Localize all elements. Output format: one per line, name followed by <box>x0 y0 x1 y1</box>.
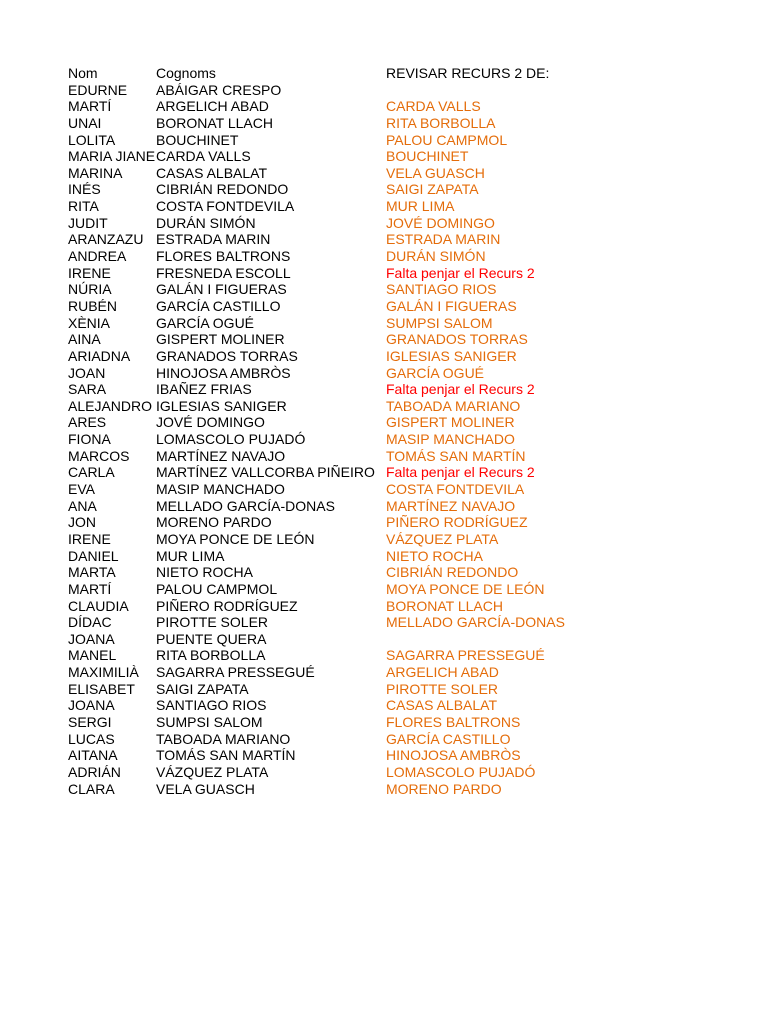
student-surnames: FRESNEDA ESCOLL <box>156 264 291 281</box>
student-surnames: SAIGI ZAPATA <box>156 680 249 697</box>
review-assignment: MASIP MANCHADO <box>386 431 515 448</box>
review-assignment: HINOJOSA AMBRÒS <box>386 747 521 764</box>
student-first-name: RUBÉN <box>68 297 118 314</box>
student-first-name: CARLA <box>68 464 115 481</box>
student-surnames: MORENO PARDO <box>156 514 272 531</box>
review-assignment: MELLADO GARCÍA-DONAS <box>386 614 565 631</box>
student-first-name: UNAI <box>68 114 102 131</box>
student-surnames: MUR LIMA <box>156 547 225 564</box>
review-assignment: MORENO PARDO <box>386 780 502 797</box>
student-surnames: MARTÍNEZ NAVAJO <box>156 447 286 464</box>
student-first-name: AINA <box>68 331 101 348</box>
review-assignment: MUR LIMA <box>386 198 455 215</box>
review-assignment: COSTA FONTDEVILA <box>386 481 525 498</box>
review-assignment: BORONAT LLACH <box>386 597 503 614</box>
header-revisar: REVISAR RECURS 2 DE: <box>386 65 550 81</box>
student-first-name: AITANA <box>68 747 118 764</box>
student-surnames: ARGELICH ABAD <box>156 98 269 115</box>
student-surnames: RITA BORBOLLA <box>156 647 266 664</box>
missing-resource-note: Falta penjar el Recurs 2 <box>386 264 535 281</box>
student-first-name: MAXIMILIÀ <box>68 664 139 681</box>
student-first-name: NÚRIA <box>68 281 112 298</box>
student-surnames: GRANADOS TORRAS <box>156 347 298 364</box>
review-assignment: SAIGI ZAPATA <box>386 181 479 198</box>
student-first-name: JOAN <box>68 364 106 381</box>
student-surnames: PIROTTE SOLER <box>156 614 269 631</box>
student-first-name: MARTA <box>68 564 116 581</box>
student-first-name: JOANA <box>68 630 115 647</box>
student-first-name: ELISABET <box>68 680 135 697</box>
student-surnames: GISPERT MOLINER <box>156 331 285 348</box>
student-first-name: JUDIT <box>68 214 108 231</box>
header-cognoms: Cognoms <box>156 65 216 81</box>
review-assignment: TOMÁS SAN MARTÍN <box>386 447 526 464</box>
missing-resource-note: Falta penjar el Recurs 2 <box>386 464 535 481</box>
student-first-name: ANA <box>68 497 97 514</box>
review-assignment: VELA GUASCH <box>386 164 485 181</box>
student-surnames: LOMASCOLO PUJADÓ <box>156 431 306 448</box>
review-assignment: PALOU CAMPMOL <box>386 131 508 148</box>
student-surnames: IBAÑEZ FRIAS <box>156 381 252 398</box>
review-assignment: CASAS ALBALAT <box>386 697 498 714</box>
review-assignment: GRANADOS TORRAS <box>386 331 528 348</box>
review-assignment: NIETO ROCHA <box>386 547 483 564</box>
review-assignment: PIÑERO RODRÍGUEZ <box>386 514 528 531</box>
review-assignment: IGLESIAS SANIGER <box>386 347 517 364</box>
student-surnames: CIBRIÁN REDONDO <box>156 181 289 198</box>
student-first-name: ANDREA <box>68 248 127 265</box>
student-surnames: GALÁN I FIGUERAS <box>156 281 287 298</box>
student-surnames: GARCÍA OGUÉ <box>156 314 255 331</box>
review-assignment: GARCÍA OGUÉ <box>386 364 485 381</box>
review-assignment: FLORES BALTRONS <box>386 713 521 730</box>
student-surnames: GARCÍA CASTILLO <box>156 297 281 314</box>
review-assignment: CIBRIÁN REDONDO <box>386 564 519 581</box>
review-assignment: SUMPSI SALOM <box>386 314 493 331</box>
student-first-name: JOANA <box>68 697 115 714</box>
review-assignment: SANTIAGO RIOS <box>386 281 497 298</box>
review-assignment: GALÁN I FIGUERAS <box>386 297 517 314</box>
review-assignment: GARCÍA CASTILLO <box>386 730 511 747</box>
student-first-name: JON <box>68 514 96 531</box>
student-first-name: ALEJANDRO <box>68 397 153 414</box>
student-first-name: CLARA <box>68 780 115 797</box>
student-surnames: CARDA VALLS <box>156 148 251 165</box>
student-first-name: SARA <box>68 381 107 398</box>
student-surnames: HINOJOSA AMBRÒS <box>156 364 291 381</box>
student-surnames: BORONAT LLACH <box>156 114 273 131</box>
student-first-name: IRENE <box>68 264 111 281</box>
student-first-name: FIONA <box>68 431 111 448</box>
student-first-name: ADRIÁN <box>68 763 121 780</box>
student-first-name: ARES <box>68 414 107 431</box>
missing-resource-note: Falta penjar el Recurs 2 <box>386 381 535 398</box>
student-surnames: MELLADO GARCÍA-DONAS <box>156 497 335 514</box>
student-surnames: ESTRADA MARIN <box>156 231 271 248</box>
student-first-name: MARTÍ <box>68 98 112 115</box>
header-nom: Nom <box>68 65 98 81</box>
review-assignment: PIROTTE SOLER <box>386 680 499 697</box>
student-first-name: DANIEL <box>68 547 119 564</box>
student-surnames: SAGARRA PRESSEGUÉ <box>156 664 315 681</box>
student-surnames: FLORES BALTRONS <box>156 248 291 265</box>
student-first-name: SERGI <box>68 713 112 730</box>
student-first-name: LUCAS <box>68 730 115 747</box>
student-first-name: CLAUDIA <box>68 597 129 614</box>
review-assignment: VÁZQUEZ PLATA <box>386 530 499 547</box>
student-surnames: JOVÉ DOMINGO <box>156 414 265 431</box>
review-assignment: TABOADA MARIANO <box>386 397 521 414</box>
student-surnames: TABOADA MARIANO <box>156 730 291 747</box>
student-surnames: BOUCHINET <box>156 131 239 148</box>
review-assignment: DURÁN SIMÓN <box>386 248 486 265</box>
review-assignment: SAGARRA PRESSEGUÉ <box>386 647 545 664</box>
student-surnames: PIÑERO RODRÍGUEZ <box>156 597 298 614</box>
review-assignment: RITA BORBOLLA <box>386 114 496 131</box>
student-first-name: LOLITA <box>68 131 116 148</box>
student-surnames: VELA GUASCH <box>156 780 255 797</box>
student-surnames: COSTA FONTDEVILA <box>156 198 295 215</box>
student-first-name: INÉS <box>68 181 101 198</box>
student-surnames: MASIP MANCHADO <box>156 481 285 498</box>
student-first-name: ARIADNA <box>68 347 131 364</box>
student-first-name: IRENE <box>68 530 111 547</box>
student-first-name: EDURNE <box>68 81 128 98</box>
student-first-name: MARIA JIANE <box>68 148 155 165</box>
review-assignment: ARGELICH ABAD <box>386 664 499 681</box>
student-surnames: TOMÁS SAN MARTÍN <box>156 747 296 764</box>
student-first-name: ARANZAZU <box>68 231 144 248</box>
student-surnames: PALOU CAMPMOL <box>156 580 278 597</box>
review-assignment: ESTRADA MARIN <box>386 231 501 248</box>
student-surnames: CASAS ALBALAT <box>156 164 268 181</box>
review-assignment: MOYA PONCE DE LEÓN <box>386 580 545 597</box>
student-surnames: DURÁN SIMÓN <box>156 214 256 231</box>
review-assignment: GISPERT MOLINER <box>386 414 515 431</box>
student-surnames: VÁZQUEZ PLATA <box>156 763 269 780</box>
student-first-name: EVA <box>68 481 95 498</box>
student-surnames: PUENTE QUERA <box>156 630 267 647</box>
student-first-name: DÍDAC <box>68 614 112 631</box>
student-first-name: MANEL <box>68 647 117 664</box>
student-surnames: ABÁIGAR CRESPO <box>156 81 282 98</box>
student-first-name: MARTÍ <box>68 580 112 597</box>
student-first-name: RITA <box>68 198 99 215</box>
review-assignment: BOUCHINET <box>386 148 469 165</box>
student-surnames: NIETO ROCHA <box>156 564 253 581</box>
student-surnames: MOYA PONCE DE LEÓN <box>156 530 315 547</box>
review-assignment: LOMASCOLO PUJADÓ <box>386 763 536 780</box>
student-surnames: IGLESIAS SANIGER <box>156 397 287 414</box>
student-surnames: SANTIAGO RIOS <box>156 697 267 714</box>
student-surnames: MARTÍNEZ VALLCORBA PIÑEIRO <box>156 464 375 481</box>
student-first-name: MARINA <box>68 164 123 181</box>
review-assignment: MARTÍNEZ NAVAJO <box>386 497 516 514</box>
review-assignment: CARDA VALLS <box>386 98 481 115</box>
student-first-name: MARCOS <box>68 447 130 464</box>
student-surnames: SUMPSI SALOM <box>156 713 263 730</box>
review-assignment: JOVÉ DOMINGO <box>386 214 495 231</box>
student-first-name: XÈNIA <box>68 314 111 331</box>
